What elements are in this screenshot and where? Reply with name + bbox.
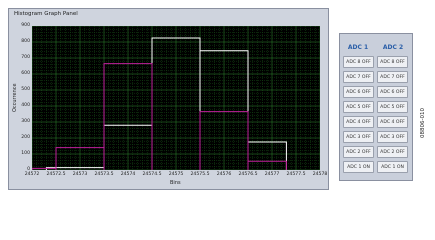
y-tick-label: 500 [21, 87, 30, 92]
y-tick-label: 300 [21, 119, 30, 124]
histogram-chart [32, 26, 320, 170]
y-tick-label: 800 [21, 39, 30, 44]
adc2-toggle-button-4[interactable]: ADC 5 OFF [377, 101, 408, 113]
adc1-toggle-button-7[interactable]: ADC 2 OFF [343, 146, 374, 158]
adc1-toggle-button-3[interactable]: ADC 6 OFF [343, 86, 374, 98]
x-tick-label: 24573 [72, 172, 88, 177]
adc1-toggle-button-8[interactable]: ADC 1 ON [343, 161, 374, 173]
adc1-toggle-button-6[interactable]: ADC 3 OFF [343, 131, 374, 143]
adc1-toggle-button-5[interactable]: ADC 4 OFF [343, 116, 374, 128]
y-tick-label: 100 [21, 151, 30, 156]
x-axis-title: Bins [170, 180, 181, 186]
x-tick-label: 24576.5 [238, 172, 258, 177]
y-tick-label: 900 [21, 23, 30, 28]
adc2-toggle-button-2[interactable]: ADC 7 OFF [377, 71, 408, 83]
x-tick-label: 24572.5 [46, 172, 66, 177]
x-tick-label: 24572 [24, 172, 40, 177]
adc2-toggle-button-3[interactable]: ADC 6 OFF [377, 86, 408, 98]
adc2-toggle-button-7[interactable]: ADC 2 OFF [377, 146, 408, 158]
panel-title: Histogram Graph Panel [14, 11, 78, 17]
x-tick-label: 24577.5 [286, 172, 306, 177]
y-tick-label: 600 [21, 71, 30, 76]
adc1-toggle-button-2[interactable]: ADC 7 OFF [343, 71, 374, 83]
adc2-toggle-button-6[interactable]: ADC 3 OFF [377, 131, 408, 143]
y-tick-label: 700 [21, 55, 30, 60]
x-tick-label: 24576 [216, 172, 232, 177]
y-axis-title: Occurrence [12, 83, 18, 112]
figure-id: 08806-010 [420, 108, 426, 138]
adc2-toggle-button-8[interactable]: ADC 1 ON [377, 161, 408, 173]
x-tick-label: 24578 [312, 172, 328, 177]
adc2-toggle-button-1[interactable]: ADC 8 OFF [377, 56, 408, 68]
adc2-column-header: ADC 2 [382, 44, 404, 51]
adc2-toggle-button-5[interactable]: ADC 4 OFF [377, 116, 408, 128]
x-tick-label: 24575.5 [190, 172, 210, 177]
x-tick-label: 24574.5 [142, 172, 162, 177]
y-tick-label: 400 [21, 103, 30, 108]
x-tick-label: 24575 [168, 172, 184, 177]
adc1-toggle-button-4[interactable]: ADC 5 OFF [343, 101, 374, 113]
histogram-plot-area[interactable] [32, 26, 320, 170]
y-tick-label: 0 [27, 167, 30, 172]
x-tick-label: 24577 [264, 172, 280, 177]
x-tick-label: 24573.5 [94, 172, 114, 177]
adc1-toggle-button-1[interactable]: ADC 8 OFF [343, 56, 374, 68]
adc1-column-header: ADC 1 [347, 44, 369, 51]
x-tick-label: 24574 [120, 172, 136, 177]
y-tick-label: 200 [21, 135, 30, 140]
